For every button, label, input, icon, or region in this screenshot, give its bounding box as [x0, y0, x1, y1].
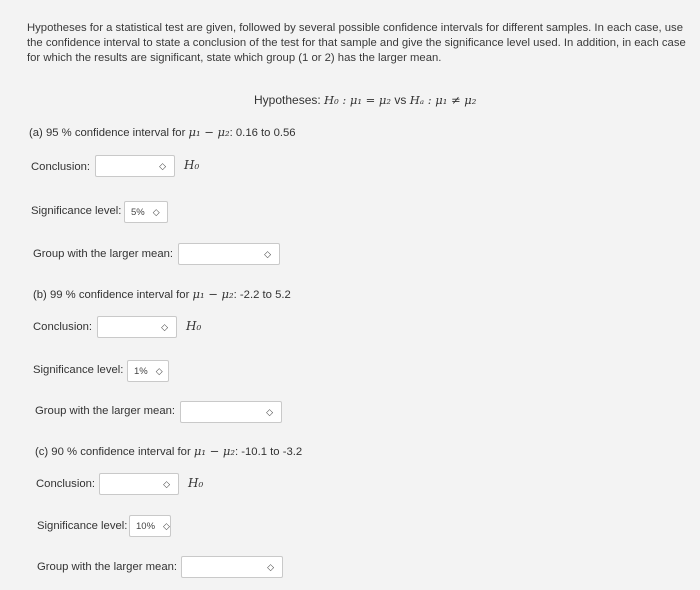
hypotheses-line: [254, 93, 476, 107]
part-c-conclusion-select[interactable]: [99, 473, 179, 495]
updown-chevron-icon: ◇: [266, 407, 273, 417]
part-c-interval: : -10.1 to -3.2: [234, 446, 303, 458]
updown-chevron-icon: ◇: [159, 161, 166, 171]
updown-chevron-icon: ◇: [155, 366, 163, 376]
updown-chevron-icon: ◇: [264, 249, 271, 259]
part-b-diff: μ₁ − μ₂: [192, 287, 234, 301]
part-a-conclusion-select[interactable]: [95, 155, 175, 177]
part-a-diff: μ₁ − μ₂: [188, 125, 230, 139]
part-a-group-select[interactable]: [178, 243, 280, 265]
alternative-hypothesis: Hₐ : μ₁ ≠ μ₂: [409, 93, 477, 107]
part-c-diff: μ₁ − μ₂: [193, 444, 235, 458]
part-a-prompt: [29, 125, 296, 139]
part-b-sig-label: Significance level:: [33, 364, 124, 376]
part-b-interval: : -2.2 to 5.2: [233, 289, 291, 301]
updown-chevron-icon: ◇: [163, 521, 170, 531]
part-b-prompt-text: (b) 99 % confidence interval for: [33, 289, 193, 301]
part-b-conclusion-label: Conclusion:: [33, 321, 93, 333]
part-a-prompt-text: (a) 95 % confidence interval for: [29, 127, 189, 139]
updown-chevron-icon: ◇: [152, 207, 160, 217]
part-c-sig-value: 10%: [136, 521, 156, 532]
part-b-group-label: Group with the larger mean:: [35, 405, 176, 417]
part-a-conclusion-label: Conclusion:: [31, 161, 91, 173]
part-b-conclusion-select[interactable]: [97, 316, 177, 338]
hypotheses-prefix: Hypotheses:: [254, 93, 321, 107]
part-a-group-label: Group with the larger mean:: [33, 248, 174, 260]
part-c-sig-label: Significance level:: [37, 520, 128, 532]
part-c-group-select[interactable]: [181, 556, 283, 578]
part-a-sig-label: Significance level:: [31, 205, 122, 217]
part-a-sig-value: 5%: [131, 207, 145, 218]
part-c-group-label: Group with the larger mean:: [37, 561, 178, 573]
part-a-sig-select[interactable]: [124, 201, 168, 223]
part-c-h0: H₀: [188, 476, 204, 490]
part-a-interval: : 0.16 to 0.56: [229, 127, 296, 139]
part-b-sig-value: 1%: [134, 366, 148, 377]
part-b-sig-select[interactable]: [127, 360, 169, 382]
part-b-h0: H₀: [186, 319, 202, 333]
part-b-group-select[interactable]: [180, 401, 282, 423]
instructions-text: Hypotheses for a statistical test are given, followed by several possible confidence intervals for different samples. In each case, use the confidence interval to state a conclusion of the test for that sample and give the significance level used. In addition, in each case for which the results are significant, state which group (1 or 2) has the larger mean.: [27, 22, 686, 64]
part-c-prompt-text: (c) 90 % confidence interval for: [35, 446, 194, 458]
part-b-prompt: [33, 287, 291, 301]
updown-chevron-icon: ◇: [161, 322, 168, 332]
part-c-sig-select[interactable]: [129, 515, 171, 537]
null-hypothesis: H₀ : μ₁ = μ₂: [324, 93, 391, 107]
part-c-prompt: [35, 444, 302, 458]
updown-chevron-icon: ◇: [267, 562, 274, 572]
part-a-h0: H₀: [184, 158, 200, 172]
updown-chevron-icon: ◇: [163, 479, 170, 489]
vs-text: vs: [394, 93, 407, 107]
part-c-conclusion-label: Conclusion:: [36, 478, 96, 490]
